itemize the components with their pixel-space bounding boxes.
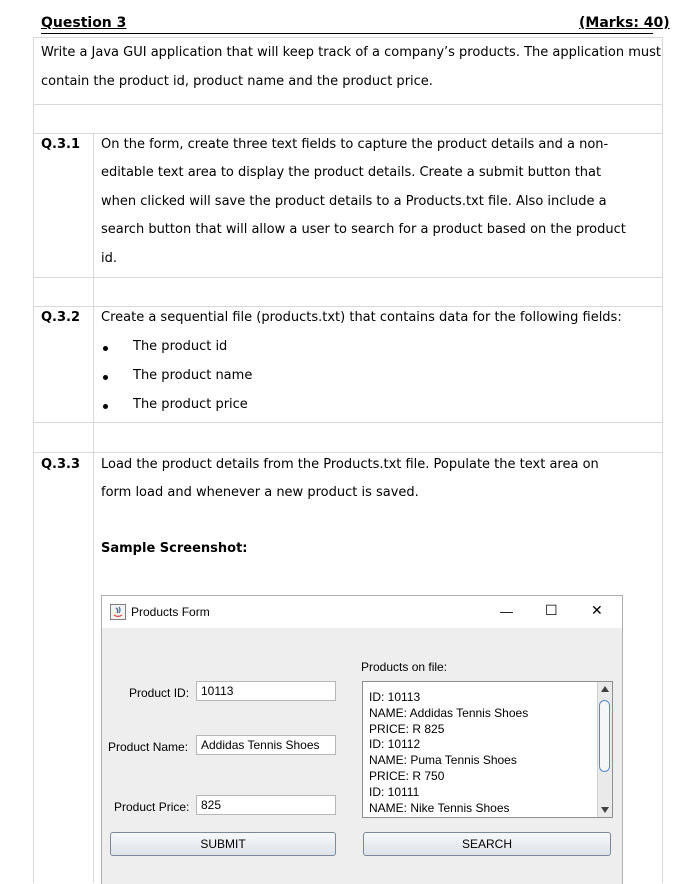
q32-number: Q.3.2 — [41, 310, 81, 325]
list-item: PRICE: R 825 — [369, 721, 445, 736]
q31-line: editable text area to display the product details. Create a submit button that — [101, 165, 602, 180]
list-item: NAME: Puma Tennis Shoes — [369, 753, 517, 768]
minimize-icon[interactable]: — — [500, 604, 513, 619]
q32-bullet: The product id — [133, 339, 228, 354]
product-id-input[interactable]: 10113 — [196, 681, 336, 701]
table-rule — [33, 37, 663, 38]
q31-line: search button that will allow a user to search for a product based on the product — [101, 222, 626, 237]
submit-button[interactable]: SUBMIT — [110, 832, 336, 856]
q31-line: when clicked will save the product details to a Products.txt file. Also include a — [101, 194, 607, 209]
search-button[interactable]: SEARCH — [363, 832, 611, 856]
products-textarea[interactable] — [362, 681, 613, 818]
intro-line-2: contain the product id, product name and the product price. — [41, 74, 433, 89]
products-list — [369, 690, 528, 816]
list-item: ID: 10112 — [369, 737, 421, 752]
product-name-input[interactable]: Addidas Tennis Shoes — [196, 735, 336, 755]
product-price-label: Product Price: — [114, 800, 190, 814]
q31-line: id. — [101, 251, 117, 266]
q33-line: form load and whenever a new product is saved. — [101, 485, 419, 500]
list-item: ID: 10113 — [369, 690, 421, 704]
scroll-up-icon[interactable] — [601, 686, 609, 692]
product-name-label: Product Name: — [108, 740, 189, 754]
q32-bullet: The product price — [133, 397, 248, 412]
table-rule — [33, 452, 663, 453]
q31-number: Q.3.1 — [41, 137, 81, 152]
q33-line: Load the product details from the Products.txt file. Populate the text area on — [101, 457, 599, 472]
table-rule — [662, 37, 663, 883]
list-item: NAME: Addidas Tennis Shoes — [369, 705, 529, 720]
window-title: Products Form — [131, 605, 210, 619]
maximize-icon[interactable]: ☐ — [545, 602, 558, 618]
table-rule — [93, 133, 94, 883]
table-rule — [33, 277, 663, 278]
q33-number: Q.3.3 — [41, 457, 81, 472]
list-item: NAME: Nike Tennis Shoes — [369, 800, 510, 815]
vertical-scrollbar[interactable] — [597, 682, 612, 817]
table-rule — [33, 104, 663, 105]
intro-line-1: Write a Java GUI application that will keep track of a company’s products. The application must — [41, 45, 662, 60]
java-app-icon — [110, 604, 126, 620]
header-underline — [41, 33, 653, 34]
question-marks: (Marks: 40) — [579, 15, 670, 31]
q32-text: Create a sequential file (products.txt) that contains data for the following fields: — [101, 310, 622, 325]
table-rule — [33, 306, 663, 307]
product-price-input[interactable]: 825 — [196, 795, 336, 815]
list-item: ID: 10111 — [369, 784, 420, 799]
table-rule — [33, 422, 663, 423]
product-id-label: Product ID: — [129, 686, 190, 700]
bullet-icon — [103, 375, 108, 380]
scroll-down-icon[interactable] — [601, 807, 609, 813]
q31-line: On the form, create three text fields to capture the product details and a non- — [101, 137, 609, 152]
table-rule — [33, 37, 34, 883]
title-bar[interactable] — [102, 596, 622, 628]
scrollbar-thumb[interactable] — [599, 700, 610, 772]
table-rule — [33, 133, 663, 134]
bullet-icon — [103, 404, 108, 409]
close-icon[interactable]: ✕ — [591, 602, 603, 618]
bullet-icon — [103, 346, 108, 351]
products-on-file-label: Products on file: — [361, 660, 448, 674]
q32-bullet: The product name — [133, 368, 253, 383]
list-item: PRICE: R 750 — [369, 768, 445, 783]
question-title: Question 3 — [41, 15, 127, 31]
sample-screenshot-label: Sample Screenshot: — [101, 541, 248, 556]
products-form-window — [101, 595, 623, 884]
